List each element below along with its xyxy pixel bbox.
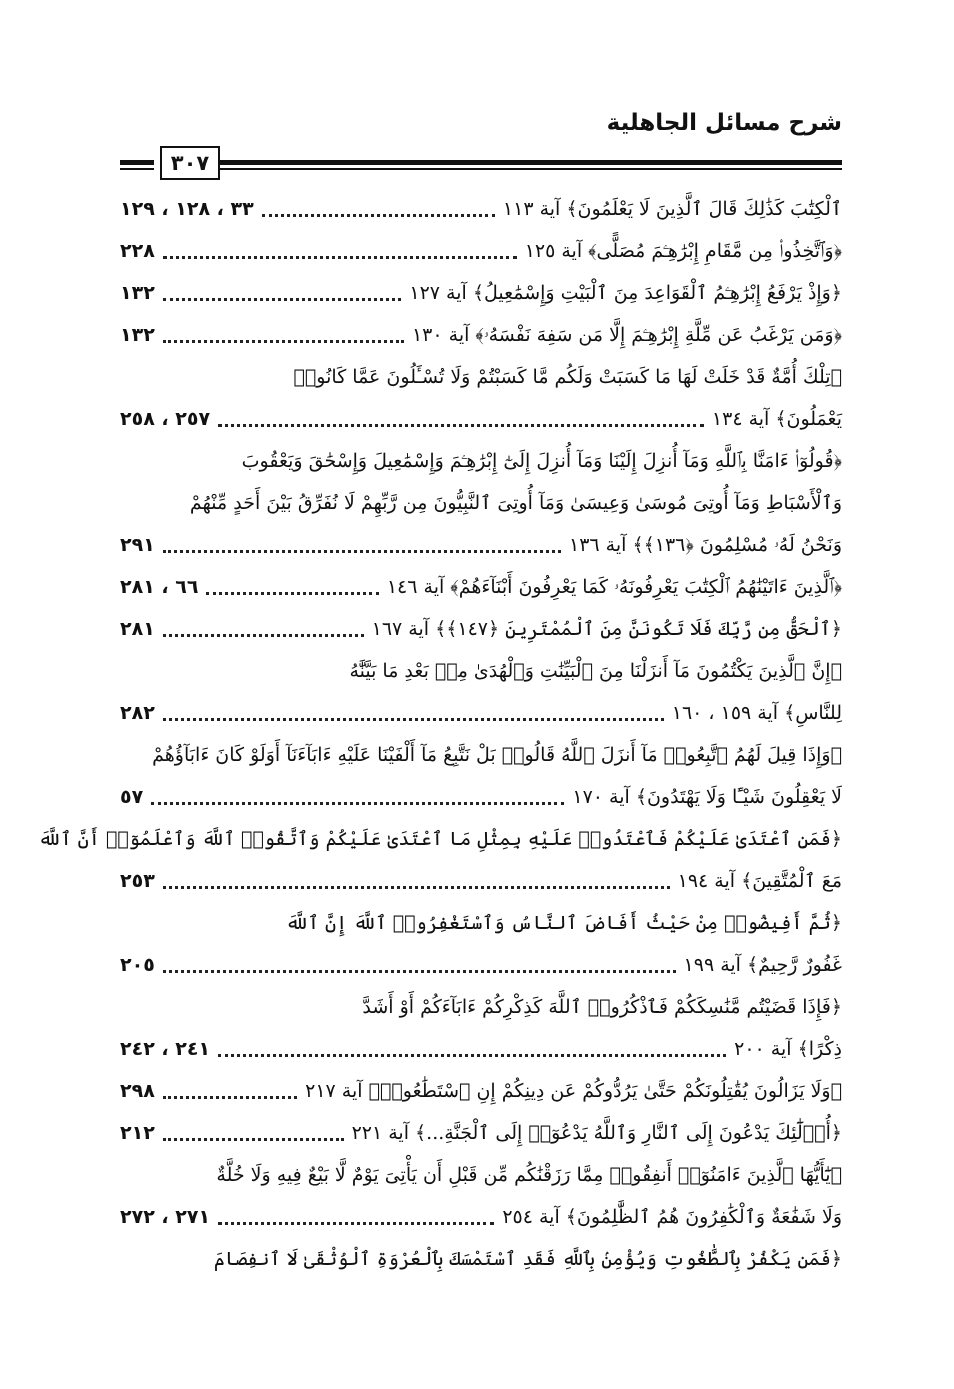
verse-text: ﴿وَإِذَا قِيلَ لَهُمُ ٱتَّبِعُوا۟ مَآ أَنزَلَ ٱللَّهُ قَالُوا۟ بَلْ نَتَّبِعُ مَآ أَلْفَيْنَا عَلَيْهِ ءَابَآءَنَآ أَوَلَوْ كَانَ ءَابَآؤُهُمْ [152,744,842,766]
dot-leader [163,550,561,553]
index-entry [120,608,842,650]
index-entry [120,1196,842,1238]
page-references: ٢٧١ ، ٢٧٢ [120,1206,211,1228]
dot-leader [218,1222,494,1225]
verse-text: ﴿يَٰٓأَيُّهَا ٱلَّذِينَ ءَامَنُوٓا۟ أَنفِقُوا۟ مِمَّا رَزَقْنَٰكُم مِّن قَبْلِ أَن يَأْتِىَ يَوْمٌ لَّا بَيْعٌ فِيهِ وَلَا خُلَّةٌ [216,1164,842,1186]
verse-text: ذِكْرًا﴾ آية ٢٠٠ [734,1038,842,1060]
page-references: ٢١٢ [120,1122,155,1144]
index-entry [120,692,842,734]
verse-text: ﴿وَمَن يَرْغَبُ عَن مِّلَّةِ إِبْرَٰهِـۧمَ إِلَّا مَن سَفِهَ نَفْسَهُۥ﴾ آية ١٣٠ [411,324,842,346]
page-header [120,110,842,175]
header-rule [220,160,842,165]
index-entry [120,650,842,692]
index-entry [120,440,842,482]
index-entry [120,1028,842,1070]
page-references: ٥٧ [120,786,144,808]
verse-text: وَلَا شَفَٰعَةٌ وَٱلْكَٰفِرُونَ هُمُ ٱلظَّٰلِمُونَ﴾ آية ٢٥٤ [502,1206,842,1228]
index-entry [120,1154,842,1196]
page-references: ٢٠٥ [120,954,155,976]
page-number: ٣٠٧ [160,146,220,180]
verse-text: ﴿قُولُوٓا۟ ءَامَنَّا بِٱللَّهِ وَمَآ أُنزِلَ إِلَيْنَا وَمَآ أُنزِلَ إِلَىٰٓ إِبْرَٰهِـۧمَ وَإِسْمَٰعِيلَ وَإِسْحَٰقَ وَيَعْقُوبَ [241,450,842,472]
header-rule-left [120,160,154,165]
index-entry [120,986,842,1028]
verse-text: ٱلْكِتَٰبَ كَذَٰلِكَ قَالَ ٱلَّذِينَ لَا يَعْلَمُونَ﴾ آية ١١٣ [502,198,842,220]
dot-leader [206,592,378,595]
dot-leader [163,970,676,973]
dot-leader [218,1054,726,1057]
page-references: ٢٥٧ ، ٢٥٨ [120,408,211,430]
verse-text: لِلنَّاسِ﴾ آية ١٥٩ ، ١٦٠ [671,702,842,724]
verse-text: ﴿وَٱتَّخِذُوا۟ مِن مَّقَامِ إِبْرَٰهِـۧمَ مُصَلًّى﴾ آية ١٢٥ [524,240,842,262]
index-entry [120,734,842,776]
verse-text: ﴿ثُمَّ أَفِيضُوا۟ مِنْ حَيْثُ أَفَاضَ ٱلنَّاسُ وَٱسْتَغْفِرُوا۟ ٱللَّهَ إِنَّ ٱللَّهَ [285,912,842,934]
page-references: ٢٢٨ [120,240,155,262]
header-rule-left-thin [120,168,154,170]
verse-text: وَٱلْأَسْبَاطِ وَمَآ أُوتِىَ مُوسَىٰ وَعِيسَىٰ وَمَآ أُوتِىَ ٱلنَّبِيُّونَ مِن رَّبِّهِمْ لَا نُفَرِّقُ بَيْنَ أَحَدٍ مِّنْهُمْ [189,492,842,514]
verse-text: ﴿فَمَنِ ٱعْتَدَىٰ عَلَيْكُمْ فَٱعْتَدُوا۟ عَلَيْهِ بِمِثْلِ مَا ٱعْتَدَىٰ عَلَيْكُمْ وَٱتَّقُوا۟ ٱللَّهَ وَٱعْلَمُوٓا۟ أَنَّ ٱللَّهَ [38,828,842,850]
verse-text: ﴿إِنَّ ٱلَّذِينَ يَكْتُمُونَ مَآ أَنزَلْنَا مِنَ ٱلْبَيِّنَٰتِ وَٱلْهُدَىٰ مِنۢ بَعْدِ مَا بَيَّنَّٰهُ [349,660,842,682]
running-title: شرح مسائل الجاهلية [606,110,842,136]
page-references: ١٣٢ [120,324,155,346]
index-entry [120,776,842,818]
verse-text: ﴿أُو۟لَٰٓئِكَ يَدْعُونَ إِلَى ٱلنَّارِ وَٱللَّهُ يَدْعُوٓا۟ إِلَى ٱلْجَنَّةِ...﴾ آية ٢٢١ [351,1122,842,1144]
index-entry [120,314,842,356]
dot-leader [163,256,517,259]
dot-leader [163,340,404,343]
index-entry [120,944,842,986]
dot-leader [262,214,495,217]
page-references: ٢٩٨ [120,1080,155,1102]
verse-text: ﴿تِلْكَ أُمَّةٌ قَدْ خَلَتْ لَهَا مَا كَسَبَتْ وَلَكُم مَّا كَسَبْتُمْ وَلَا تُسْـَٔلُونَ عَمَّا كَانُوا۟ [293,366,842,388]
dot-leader [163,1138,344,1141]
index-entry [120,1238,842,1280]
index-entry [120,902,842,944]
page-references: ٢٨١ [120,618,155,640]
page-references: ٢٨٢ [120,702,155,724]
index-entry [120,356,842,398]
index-entry [120,272,842,314]
dot-leader [163,886,670,889]
page-references: ٣٣ ، ١٢٨ ، ١٢٩ [120,198,254,220]
page-references: ٦٦ ، ٢٨١ [120,576,199,598]
verse-index-list [38,188,842,1280]
verse-text: غَفُورٌ رَّحِيمٌ﴾ آية ١٩٩ [683,954,842,976]
index-entry [120,230,842,272]
header-rule-thin [220,168,842,170]
index-entry [120,1070,842,1112]
verse-text: ﴿ٱلَّذِينَ ءَاتَيْنَٰهُمُ ٱلْكِتَٰبَ يَعْرِفُونَهُۥ كَمَا يَعْرِفُونَ أَبْنَآءَهُمْ﴾ آية ١٤٦ [386,576,842,598]
page-references: ٢٩١ [120,534,155,556]
dot-leader [163,634,364,637]
index-entry [120,398,842,440]
dot-leader [151,802,564,805]
verse-text: وَنَحْنُ لَهُۥ مُسْلِمُونَ ﴿١٣٦﴾﴾ آية ١٣٦ [569,534,842,556]
verse-text: ﴿وَلَا يَزَالُونَ يُقَٰتِلُونَكُمْ حَتَّىٰ يَرُدُّوكُمْ عَن دِينِكُمْ إِنِ ٱسْتَطَٰعُوا۟﴾ آية ٢١٧ [305,1080,842,1102]
page-references: ٢٤١ ، ٢٤٢ [120,1038,211,1060]
index-entry [120,188,842,230]
dot-leader [163,1096,297,1099]
verse-text: ﴿ٱلْحَقُّ مِن رَّبِّكَ فَلَا تَكُونَنَّ مِنَ ٱلْمُمْتَرِينَ ﴿١٤٧﴾﴾ آية ١٦٧ [371,618,842,640]
index-entry [38,818,842,860]
index-entry [120,482,842,524]
page-references: ١٣٢ [120,282,155,304]
verse-text: ﴿وَإِذْ يَرْفَعُ إِبْرَٰهِـۧمُ ٱلْقَوَاعِدَ مِنَ ٱلْبَيْتِ وَإِسْمَٰعِيلُ﴾ آية ١٢٧ [409,282,842,304]
verse-text: مَعَ ٱلْمُتَّقِينَ﴾ آية ١٩٤ [677,870,842,892]
index-entry [120,566,842,608]
page-references: ٢٥٣ [120,870,155,892]
dot-leader [218,424,704,427]
verse-text: يَعْمَلُونَ﴾ آية ١٣٤ [711,408,842,430]
index-entry [120,860,842,902]
index-entry [120,524,842,566]
index-entry [120,1112,842,1154]
dot-leader [163,298,402,301]
verse-text: ﴿فَمَن يَكْفُرْ بِٱلطَّٰغُوتِ وَيُؤْمِنۢ بِٱللَّهِ فَقَدِ ٱسْتَمْسَكَ بِٱلْعُرْوَةِ ٱلْوُثْقَىٰ لَا ٱنفِصَامَ [213,1248,842,1270]
verse-text: لَا يَعْقِلُونَ شَيْـًٔا وَلَا يَهْتَدُونَ﴾ آية ١٧٠ [572,786,842,808]
verse-text: ﴿فَإِذَا قَضَيْتُم مَّنَٰسِكَكُمْ فَٱذْكُرُوا۟ ٱللَّهَ كَذِكْرِكُمْ ءَابَآءَكُمْ أَوْ أَشَدَّ [362,996,842,1018]
dot-leader [163,718,664,721]
